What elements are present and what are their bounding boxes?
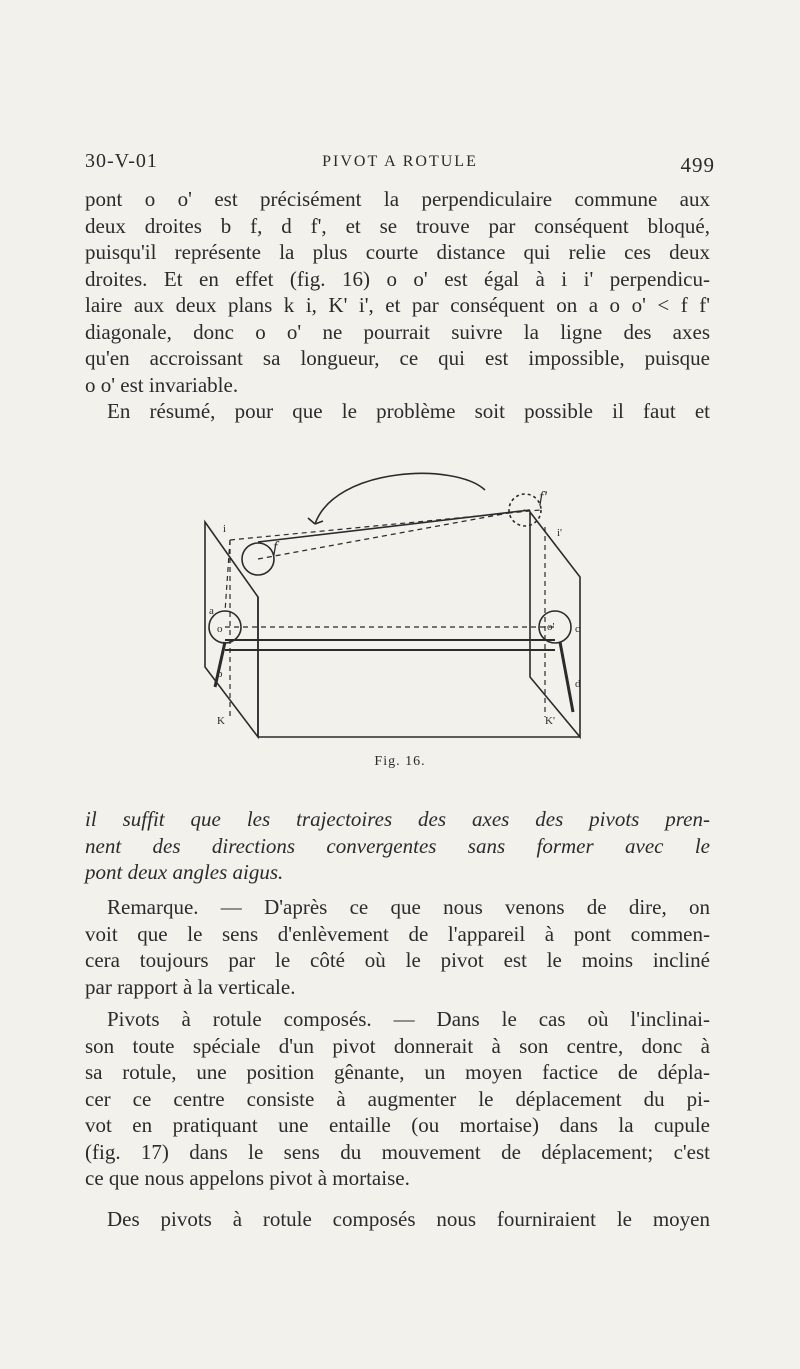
text-line: pont o o' est précisément la perpendiculaire commune aux: [85, 187, 710, 211]
left-plane: [205, 522, 258, 737]
text-line: cera toujours par le côté où le pivot est le moins incliné: [85, 948, 710, 972]
label-i-prime: i': [557, 527, 563, 539]
text-line: cer ce centre consiste à augmenter le déplacement du pi-: [85, 1086, 710, 1111]
label-o-prime: o': [547, 621, 555, 633]
text-line: sa rotule, une position gênante, un moyen factice de dépla-: [85, 1060, 710, 1084]
text-line: (fig. 17) dans le sens du mouvement de déplacement; c'est: [85, 1139, 710, 1164]
text-line: puisqu'il représente la plus courte distance qui relie ces deux: [85, 240, 710, 264]
label-d: d: [575, 678, 581, 690]
text-line: vot en pratiquant une entaille (ou mortaise) dans la cupule: [85, 1113, 710, 1137]
header-code: 30-V-01: [85, 150, 158, 172]
text-line: nent des directions convergentes sans former avec le: [85, 833, 710, 858]
label-f-prime: f': [539, 489, 547, 506]
text-line: Des pivots à rotule composés nous fourniraient le moyen: [107, 1207, 710, 1231]
paragraph-1: [85, 186, 710, 398]
text-line: En résumé, pour que le problème soit possible il faut et: [107, 399, 710, 423]
rotation-arrow: [315, 473, 485, 524]
label-f: f: [273, 539, 278, 556]
text-line: qu'en accroissant sa longueur, ce qui est impossible, puisque: [85, 346, 710, 370]
page-number: 499: [680, 153, 715, 177]
left-pivot-axis: [215, 642, 225, 687]
label-a: a: [209, 605, 214, 617]
text-line: Pivots à rotule composés. — Dans le cas où l'inclinai-: [107, 1007, 710, 1031]
text-line: o o' est invariable.: [85, 372, 239, 397]
paragraph-5: [85, 1006, 710, 1192]
paragraph-4: [85, 894, 710, 1000]
label-K: K: [217, 715, 225, 727]
text-line: ce que nous appelons pivot à mortaise.: [85, 1166, 410, 1190]
right-pivot-axis: [560, 642, 573, 712]
figure-16: [195, 462, 605, 752]
text-line: par rapport à la verticale.: [85, 974, 296, 999]
label-c: c: [575, 623, 580, 635]
figure-caption: Fig. 16.: [374, 754, 426, 769]
text-line: pont deux angles aigus.: [85, 860, 284, 884]
text-line: son toute spéciale d'un pivot donnerait à son centre, donc à: [85, 1033, 710, 1058]
text-line: il suffit que les trajectoires des axes des pivots pren-: [85, 807, 710, 831]
text-line: diagonale, donc o o' ne pourrait suivre la ligne des axes: [85, 319, 710, 344]
paragraph-2: [85, 398, 710, 425]
running-header: [85, 150, 715, 176]
text-line: droites. Et en effet (fig. 16) o o' est égal à i i' perpendicu-: [85, 266, 710, 291]
label-o: o: [217, 623, 223, 635]
text-line: laire aux deux plans k i, K' i', et par conséquent on a o o' < f f': [85, 293, 710, 317]
text-line: voit que le sens d'enlèvement de l'appareil à pont commen-: [85, 921, 710, 946]
paragraph-6: [85, 1206, 710, 1233]
text-line: Remarque. — D'après ce que nous venons de dire, on: [107, 895, 710, 919]
label-b: b: [217, 668, 223, 680]
header-title: PIVOT A ROTULE: [322, 153, 478, 170]
label-K-prime: K': [545, 715, 555, 727]
text-line: deux droites b f, d f', et se trouve par conséquent bloqué,: [85, 213, 710, 238]
label-i: i: [223, 523, 227, 535]
paragraph-3: [85, 806, 710, 886]
